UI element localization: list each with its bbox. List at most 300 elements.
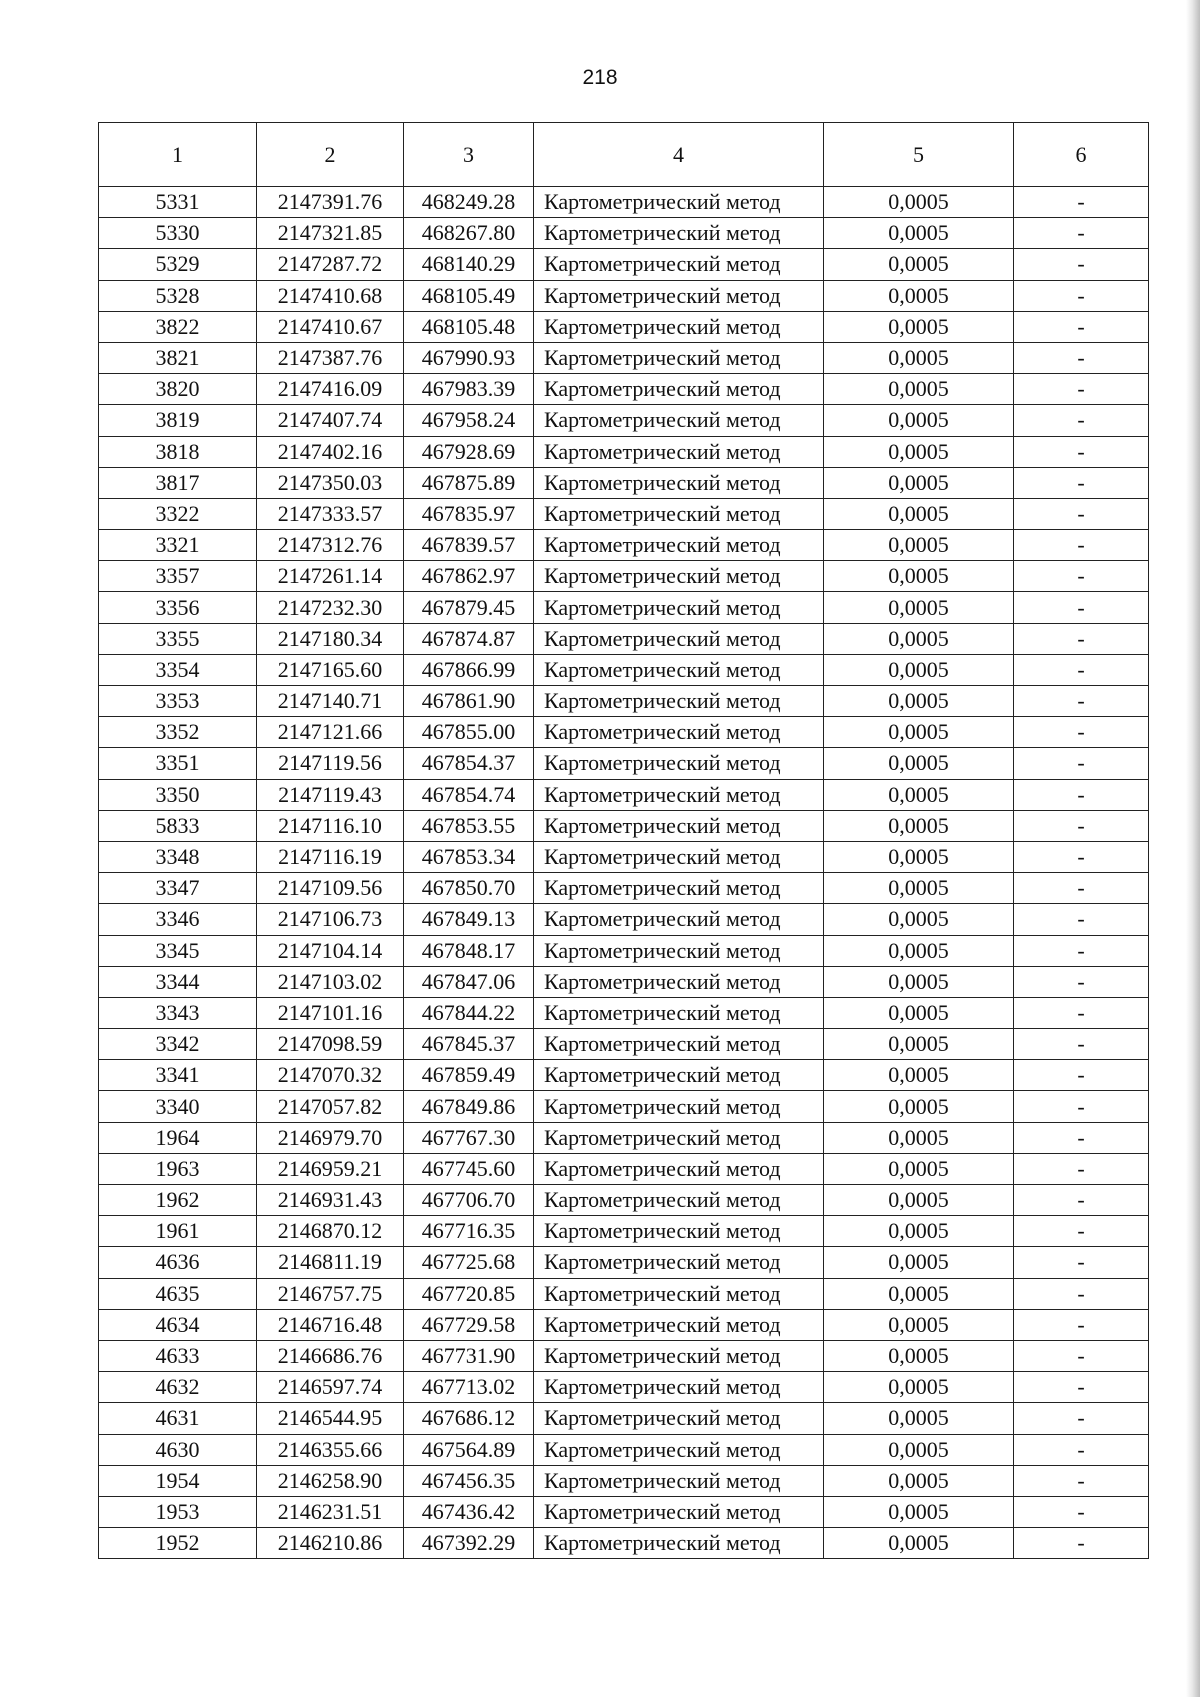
point-number-cell: 1963 bbox=[99, 1153, 257, 1184]
accuracy-cell: 0,0005 bbox=[824, 1372, 1014, 1403]
x-coordinate-cell: 2147410.67 bbox=[257, 311, 404, 342]
description-cell: - bbox=[1014, 810, 1149, 841]
y-coordinate-cell: 467990.93 bbox=[404, 342, 534, 373]
method-cell: Картометрический метод bbox=[534, 1309, 824, 1340]
point-number-cell: 3351 bbox=[99, 748, 257, 779]
table-row bbox=[99, 1091, 1149, 1122]
point-number-cell: 3356 bbox=[99, 592, 257, 623]
y-coordinate-cell: 467854.74 bbox=[404, 779, 534, 810]
description-cell: - bbox=[1014, 1434, 1149, 1465]
accuracy-cell: 0,0005 bbox=[824, 1091, 1014, 1122]
y-coordinate-cell: 467854.37 bbox=[404, 748, 534, 779]
description-cell: - bbox=[1014, 561, 1149, 592]
x-coordinate-cell: 2147104.14 bbox=[257, 935, 404, 966]
x-coordinate-cell: 2146757.75 bbox=[257, 1278, 404, 1309]
x-coordinate-cell: 2147391.76 bbox=[257, 187, 404, 218]
description-cell: - bbox=[1014, 1060, 1149, 1091]
x-coordinate-cell: 2146231.51 bbox=[257, 1496, 404, 1527]
accuracy-cell: 0,0005 bbox=[824, 748, 1014, 779]
table-row bbox=[99, 342, 1149, 373]
description-cell: - bbox=[1014, 1528, 1149, 1559]
method-cell: Картометрический метод bbox=[534, 1434, 824, 1465]
y-coordinate-cell: 467853.55 bbox=[404, 810, 534, 841]
y-coordinate-cell: 467875.89 bbox=[404, 467, 534, 498]
method-cell: Картометрический метод bbox=[534, 904, 824, 935]
point-number-cell: 3342 bbox=[99, 1029, 257, 1060]
column-header: 2 bbox=[257, 123, 404, 187]
accuracy-cell: 0,0005 bbox=[824, 1278, 1014, 1309]
y-coordinate-cell: 467564.89 bbox=[404, 1434, 534, 1465]
method-cell: Картометрический метод bbox=[534, 498, 824, 529]
y-coordinate-cell: 467731.90 bbox=[404, 1340, 534, 1371]
table-row bbox=[99, 654, 1149, 685]
accuracy-cell: 0,0005 bbox=[824, 873, 1014, 904]
table-row bbox=[99, 623, 1149, 654]
x-coordinate-cell: 2146870.12 bbox=[257, 1216, 404, 1247]
y-coordinate-cell: 467767.30 bbox=[404, 1122, 534, 1153]
x-coordinate-cell: 2146355.66 bbox=[257, 1434, 404, 1465]
point-number-cell: 3344 bbox=[99, 966, 257, 997]
accuracy-cell: 0,0005 bbox=[824, 810, 1014, 841]
table-row bbox=[99, 1122, 1149, 1153]
y-coordinate-cell: 467436.42 bbox=[404, 1496, 534, 1527]
accuracy-cell: 0,0005 bbox=[824, 374, 1014, 405]
description-cell: - bbox=[1014, 530, 1149, 561]
table-row bbox=[99, 841, 1149, 872]
point-number-cell: 4636 bbox=[99, 1247, 257, 1278]
x-coordinate-cell: 2146959.21 bbox=[257, 1153, 404, 1184]
point-number-cell: 3354 bbox=[99, 654, 257, 685]
description-cell: - bbox=[1014, 374, 1149, 405]
accuracy-cell: 0,0005 bbox=[824, 498, 1014, 529]
coordinates-table bbox=[98, 122, 1149, 1559]
x-coordinate-cell: 2147402.16 bbox=[257, 436, 404, 467]
point-number-cell: 1961 bbox=[99, 1216, 257, 1247]
method-cell: Картометрический метод bbox=[534, 1528, 824, 1559]
table-row bbox=[99, 1372, 1149, 1403]
y-coordinate-cell: 467745.60 bbox=[404, 1153, 534, 1184]
point-number-cell: 1954 bbox=[99, 1465, 257, 1496]
description-cell: - bbox=[1014, 779, 1149, 810]
point-number-cell: 3353 bbox=[99, 686, 257, 717]
column-header: 6 bbox=[1014, 123, 1149, 187]
x-coordinate-cell: 2147261.14 bbox=[257, 561, 404, 592]
x-coordinate-cell: 2147140.71 bbox=[257, 686, 404, 717]
y-coordinate-cell: 467456.35 bbox=[404, 1465, 534, 1496]
y-coordinate-cell: 467850.70 bbox=[404, 873, 534, 904]
table-row bbox=[99, 748, 1149, 779]
description-cell: - bbox=[1014, 218, 1149, 249]
method-cell: Картометрический метод bbox=[534, 935, 824, 966]
table-row bbox=[99, 1309, 1149, 1340]
accuracy-cell: 0,0005 bbox=[824, 1153, 1014, 1184]
accuracy-cell: 0,0005 bbox=[824, 997, 1014, 1028]
table-header-row bbox=[99, 123, 1149, 187]
accuracy-cell: 0,0005 bbox=[824, 280, 1014, 311]
description-cell: - bbox=[1014, 1278, 1149, 1309]
table-row bbox=[99, 187, 1149, 218]
point-number-cell: 4633 bbox=[99, 1340, 257, 1371]
method-cell: Картометрический метод bbox=[534, 1372, 824, 1403]
point-number-cell: 3821 bbox=[99, 342, 257, 373]
table-row bbox=[99, 311, 1149, 342]
method-cell: Картометрический метод bbox=[534, 810, 824, 841]
point-number-cell: 3819 bbox=[99, 405, 257, 436]
method-cell: Картометрический метод bbox=[534, 342, 824, 373]
accuracy-cell: 0,0005 bbox=[824, 467, 1014, 498]
y-coordinate-cell: 468267.80 bbox=[404, 218, 534, 249]
accuracy-cell: 0,0005 bbox=[824, 342, 1014, 373]
point-number-cell: 3346 bbox=[99, 904, 257, 935]
point-number-cell: 3352 bbox=[99, 717, 257, 748]
table-row bbox=[99, 1153, 1149, 1184]
method-cell: Картометрический метод bbox=[534, 1153, 824, 1184]
point-number-cell: 3822 bbox=[99, 311, 257, 342]
method-cell: Картометрический метод bbox=[534, 561, 824, 592]
method-cell: Картометрический метод bbox=[534, 1340, 824, 1371]
point-number-cell: 5330 bbox=[99, 218, 257, 249]
table-row bbox=[99, 1185, 1149, 1216]
point-number-cell: 5331 bbox=[99, 187, 257, 218]
point-number-cell: 5833 bbox=[99, 810, 257, 841]
page-number: 218 bbox=[582, 66, 618, 89]
table-row bbox=[99, 904, 1149, 935]
table-row bbox=[99, 1403, 1149, 1434]
description-cell: - bbox=[1014, 748, 1149, 779]
method-cell: Картометрический метод bbox=[534, 623, 824, 654]
x-coordinate-cell: 2146716.48 bbox=[257, 1309, 404, 1340]
method-cell: Картометрический метод bbox=[534, 218, 824, 249]
y-coordinate-cell: 467725.68 bbox=[404, 1247, 534, 1278]
y-coordinate-cell: 467866.99 bbox=[404, 654, 534, 685]
accuracy-cell: 0,0005 bbox=[824, 1496, 1014, 1527]
table-row bbox=[99, 873, 1149, 904]
point-number-cell: 5328 bbox=[99, 280, 257, 311]
accuracy-cell: 0,0005 bbox=[824, 966, 1014, 997]
accuracy-cell: 0,0005 bbox=[824, 1465, 1014, 1496]
description-cell: - bbox=[1014, 1372, 1149, 1403]
accuracy-cell: 0,0005 bbox=[824, 187, 1014, 218]
method-cell: Картометрический метод bbox=[534, 1029, 824, 1060]
y-coordinate-cell: 467958.24 bbox=[404, 405, 534, 436]
method-cell: Картометрический метод bbox=[534, 592, 824, 623]
point-number-cell: 3321 bbox=[99, 530, 257, 561]
method-cell: Картометрический метод bbox=[534, 1247, 824, 1278]
method-cell: Картометрический метод bbox=[534, 1278, 824, 1309]
method-cell: Картометрический метод bbox=[534, 280, 824, 311]
description-cell: - bbox=[1014, 187, 1149, 218]
x-coordinate-cell: 2146686.76 bbox=[257, 1340, 404, 1371]
point-number-cell: 1962 bbox=[99, 1185, 257, 1216]
y-coordinate-cell: 468105.49 bbox=[404, 280, 534, 311]
method-cell: Картометрический метод bbox=[534, 467, 824, 498]
method-cell: Картометрический метод bbox=[534, 717, 824, 748]
table-row bbox=[99, 467, 1149, 498]
point-number-cell: 3341 bbox=[99, 1060, 257, 1091]
method-cell: Картометрический метод bbox=[534, 530, 824, 561]
accuracy-cell: 0,0005 bbox=[824, 654, 1014, 685]
point-number-cell: 4631 bbox=[99, 1403, 257, 1434]
x-coordinate-cell: 2147165.60 bbox=[257, 654, 404, 685]
description-cell: - bbox=[1014, 280, 1149, 311]
y-coordinate-cell: 467844.22 bbox=[404, 997, 534, 1028]
x-coordinate-cell: 2146258.90 bbox=[257, 1465, 404, 1496]
method-cell: Картометрический метод bbox=[534, 187, 824, 218]
accuracy-cell: 0,0005 bbox=[824, 1403, 1014, 1434]
description-cell: - bbox=[1014, 1496, 1149, 1527]
table-row bbox=[99, 1340, 1149, 1371]
x-coordinate-cell: 2147070.32 bbox=[257, 1060, 404, 1091]
method-cell: Картометрический метод bbox=[534, 405, 824, 436]
description-cell: - bbox=[1014, 935, 1149, 966]
description-cell: - bbox=[1014, 1122, 1149, 1153]
accuracy-cell: 0,0005 bbox=[824, 218, 1014, 249]
point-number-cell: 3322 bbox=[99, 498, 257, 529]
table-row bbox=[99, 374, 1149, 405]
table-row bbox=[99, 436, 1149, 467]
method-cell: Картометрический метод bbox=[534, 1465, 824, 1496]
accuracy-cell: 0,0005 bbox=[824, 717, 1014, 748]
accuracy-cell: 0,0005 bbox=[824, 1434, 1014, 1465]
table-row bbox=[99, 686, 1149, 717]
description-cell: - bbox=[1014, 1153, 1149, 1184]
method-cell: Картометрический метод bbox=[534, 1122, 824, 1153]
table-row bbox=[99, 1060, 1149, 1091]
description-cell: - bbox=[1014, 436, 1149, 467]
description-cell: - bbox=[1014, 997, 1149, 1028]
point-number-cell: 1964 bbox=[99, 1122, 257, 1153]
table-row bbox=[99, 498, 1149, 529]
point-number-cell: 3345 bbox=[99, 935, 257, 966]
accuracy-cell: 0,0005 bbox=[824, 405, 1014, 436]
x-coordinate-cell: 2147287.72 bbox=[257, 249, 404, 280]
method-cell: Картометрический метод bbox=[534, 1091, 824, 1122]
accuracy-cell: 0,0005 bbox=[824, 779, 1014, 810]
y-coordinate-cell: 467392.29 bbox=[404, 1528, 534, 1559]
x-coordinate-cell: 2147119.56 bbox=[257, 748, 404, 779]
description-cell: - bbox=[1014, 1403, 1149, 1434]
method-cell: Картометрический метод bbox=[534, 374, 824, 405]
accuracy-cell: 0,0005 bbox=[824, 1340, 1014, 1371]
y-coordinate-cell: 467720.85 bbox=[404, 1278, 534, 1309]
y-coordinate-cell: 467729.58 bbox=[404, 1309, 534, 1340]
method-cell: Картометрический метод bbox=[534, 1060, 824, 1091]
table-row bbox=[99, 561, 1149, 592]
point-number-cell: 3343 bbox=[99, 997, 257, 1028]
point-number-cell: 4632 bbox=[99, 1372, 257, 1403]
accuracy-cell: 0,0005 bbox=[824, 1122, 1014, 1153]
y-coordinate-cell: 467859.49 bbox=[404, 1060, 534, 1091]
accuracy-cell: 0,0005 bbox=[824, 311, 1014, 342]
point-number-cell: 1952 bbox=[99, 1528, 257, 1559]
y-coordinate-cell: 467713.02 bbox=[404, 1372, 534, 1403]
accuracy-cell: 0,0005 bbox=[824, 841, 1014, 872]
accuracy-cell: 0,0005 bbox=[824, 561, 1014, 592]
description-cell: - bbox=[1014, 1185, 1149, 1216]
description-cell: - bbox=[1014, 654, 1149, 685]
x-coordinate-cell: 2146979.70 bbox=[257, 1122, 404, 1153]
y-coordinate-cell: 467849.86 bbox=[404, 1091, 534, 1122]
y-coordinate-cell: 467862.97 bbox=[404, 561, 534, 592]
point-number-cell: 3340 bbox=[99, 1091, 257, 1122]
point-number-cell: 3355 bbox=[99, 623, 257, 654]
y-coordinate-cell: 467706.70 bbox=[404, 1185, 534, 1216]
method-cell: Картометрический метод bbox=[534, 1403, 824, 1434]
table-row bbox=[99, 1434, 1149, 1465]
method-cell: Картометрический метод bbox=[534, 873, 824, 904]
table-row bbox=[99, 1528, 1149, 1559]
description-cell: - bbox=[1014, 1340, 1149, 1371]
method-cell: Картометрический метод bbox=[534, 841, 824, 872]
accuracy-cell: 0,0005 bbox=[824, 623, 1014, 654]
table-row bbox=[99, 997, 1149, 1028]
x-coordinate-cell: 2147350.03 bbox=[257, 467, 404, 498]
x-coordinate-cell: 2147103.02 bbox=[257, 966, 404, 997]
description-cell: - bbox=[1014, 873, 1149, 904]
x-coordinate-cell: 2146597.74 bbox=[257, 1372, 404, 1403]
y-coordinate-cell: 467853.34 bbox=[404, 841, 534, 872]
accuracy-cell: 0,0005 bbox=[824, 1185, 1014, 1216]
table-row bbox=[99, 1278, 1149, 1309]
table-row bbox=[99, 530, 1149, 561]
table-row bbox=[99, 1216, 1149, 1247]
column-header: 4 bbox=[534, 123, 824, 187]
description-cell: - bbox=[1014, 467, 1149, 498]
description-cell: - bbox=[1014, 1465, 1149, 1496]
y-coordinate-cell: 467849.13 bbox=[404, 904, 534, 935]
description-cell: - bbox=[1014, 623, 1149, 654]
table-row bbox=[99, 1496, 1149, 1527]
x-coordinate-cell: 2147057.82 bbox=[257, 1091, 404, 1122]
y-coordinate-cell: 467848.17 bbox=[404, 935, 534, 966]
x-coordinate-cell: 2147116.19 bbox=[257, 841, 404, 872]
description-cell: - bbox=[1014, 342, 1149, 373]
x-coordinate-cell: 2147109.56 bbox=[257, 873, 404, 904]
y-coordinate-cell: 467874.87 bbox=[404, 623, 534, 654]
x-coordinate-cell: 2147116.10 bbox=[257, 810, 404, 841]
scan-edge-shadow bbox=[1186, 0, 1200, 1697]
x-coordinate-cell: 2146811.19 bbox=[257, 1247, 404, 1278]
description-cell: - bbox=[1014, 405, 1149, 436]
table-row bbox=[99, 218, 1149, 249]
description-cell: - bbox=[1014, 966, 1149, 997]
description-cell: - bbox=[1014, 1216, 1149, 1247]
y-coordinate-cell: 467847.06 bbox=[404, 966, 534, 997]
table-row bbox=[99, 966, 1149, 997]
x-coordinate-cell: 2146931.43 bbox=[257, 1185, 404, 1216]
accuracy-cell: 0,0005 bbox=[824, 1528, 1014, 1559]
table-row bbox=[99, 935, 1149, 966]
description-cell: - bbox=[1014, 1029, 1149, 1060]
description-cell: - bbox=[1014, 592, 1149, 623]
y-coordinate-cell: 467686.12 bbox=[404, 1403, 534, 1434]
point-number-cell: 3347 bbox=[99, 873, 257, 904]
method-cell: Картометрический метод bbox=[534, 1185, 824, 1216]
accuracy-cell: 0,0005 bbox=[824, 1060, 1014, 1091]
x-coordinate-cell: 2147312.76 bbox=[257, 530, 404, 561]
accuracy-cell: 0,0005 bbox=[824, 592, 1014, 623]
x-coordinate-cell: 2147410.68 bbox=[257, 280, 404, 311]
column-header: 5 bbox=[824, 123, 1014, 187]
y-coordinate-cell: 467835.97 bbox=[404, 498, 534, 529]
method-cell: Картометрический метод bbox=[534, 1496, 824, 1527]
method-cell: Картометрический метод bbox=[534, 311, 824, 342]
y-coordinate-cell: 467845.37 bbox=[404, 1029, 534, 1060]
description-cell: - bbox=[1014, 1247, 1149, 1278]
point-number-cell: 3350 bbox=[99, 779, 257, 810]
x-coordinate-cell: 2147387.76 bbox=[257, 342, 404, 373]
description-cell: - bbox=[1014, 841, 1149, 872]
description-cell: - bbox=[1014, 686, 1149, 717]
accuracy-cell: 0,0005 bbox=[824, 436, 1014, 467]
description-cell: - bbox=[1014, 1309, 1149, 1340]
accuracy-cell: 0,0005 bbox=[824, 1309, 1014, 1340]
point-number-cell: 3357 bbox=[99, 561, 257, 592]
table-body bbox=[99, 187, 1149, 1559]
x-coordinate-cell: 2147407.74 bbox=[257, 405, 404, 436]
x-coordinate-cell: 2147416.09 bbox=[257, 374, 404, 405]
accuracy-cell: 0,0005 bbox=[824, 686, 1014, 717]
description-cell: - bbox=[1014, 1091, 1149, 1122]
table-row bbox=[99, 717, 1149, 748]
point-number-cell: 3820 bbox=[99, 374, 257, 405]
y-coordinate-cell: 467716.35 bbox=[404, 1216, 534, 1247]
x-coordinate-cell: 2147180.34 bbox=[257, 623, 404, 654]
accuracy-cell: 0,0005 bbox=[824, 1247, 1014, 1278]
x-coordinate-cell: 2146210.86 bbox=[257, 1528, 404, 1559]
description-cell: - bbox=[1014, 498, 1149, 529]
x-coordinate-cell: 2147101.16 bbox=[257, 997, 404, 1028]
method-cell: Картометрический метод bbox=[534, 997, 824, 1028]
description-cell: - bbox=[1014, 311, 1149, 342]
point-number-cell: 4634 bbox=[99, 1309, 257, 1340]
table-row bbox=[99, 405, 1149, 436]
description-cell: - bbox=[1014, 249, 1149, 280]
column-header: 3 bbox=[404, 123, 534, 187]
table-row bbox=[99, 1465, 1149, 1496]
table-row bbox=[99, 592, 1149, 623]
y-coordinate-cell: 468249.28 bbox=[404, 187, 534, 218]
accuracy-cell: 0,0005 bbox=[824, 935, 1014, 966]
table-row bbox=[99, 249, 1149, 280]
table-row bbox=[99, 779, 1149, 810]
x-coordinate-cell: 2147121.66 bbox=[257, 717, 404, 748]
method-cell: Картометрический метод bbox=[534, 436, 824, 467]
x-coordinate-cell: 2147333.57 bbox=[257, 498, 404, 529]
y-coordinate-cell: 467839.57 bbox=[404, 530, 534, 561]
method-cell: Картометрический метод bbox=[534, 748, 824, 779]
point-number-cell: 3817 bbox=[99, 467, 257, 498]
y-coordinate-cell: 467983.39 bbox=[404, 374, 534, 405]
accuracy-cell: 0,0005 bbox=[824, 249, 1014, 280]
x-coordinate-cell: 2147106.73 bbox=[257, 904, 404, 935]
column-header: 1 bbox=[99, 123, 257, 187]
method-cell: Картометрический метод bbox=[534, 686, 824, 717]
description-cell: - bbox=[1014, 904, 1149, 935]
point-number-cell: 5329 bbox=[99, 249, 257, 280]
table-row bbox=[99, 1029, 1149, 1060]
x-coordinate-cell: 2146544.95 bbox=[257, 1403, 404, 1434]
method-cell: Картометрический метод bbox=[534, 249, 824, 280]
accuracy-cell: 0,0005 bbox=[824, 1029, 1014, 1060]
method-cell: Картометрический метод bbox=[534, 966, 824, 997]
point-number-cell: 4630 bbox=[99, 1434, 257, 1465]
accuracy-cell: 0,0005 bbox=[824, 1216, 1014, 1247]
table-row bbox=[99, 280, 1149, 311]
method-cell: Картометрический метод bbox=[534, 1216, 824, 1247]
y-coordinate-cell: 467861.90 bbox=[404, 686, 534, 717]
description-cell: - bbox=[1014, 717, 1149, 748]
